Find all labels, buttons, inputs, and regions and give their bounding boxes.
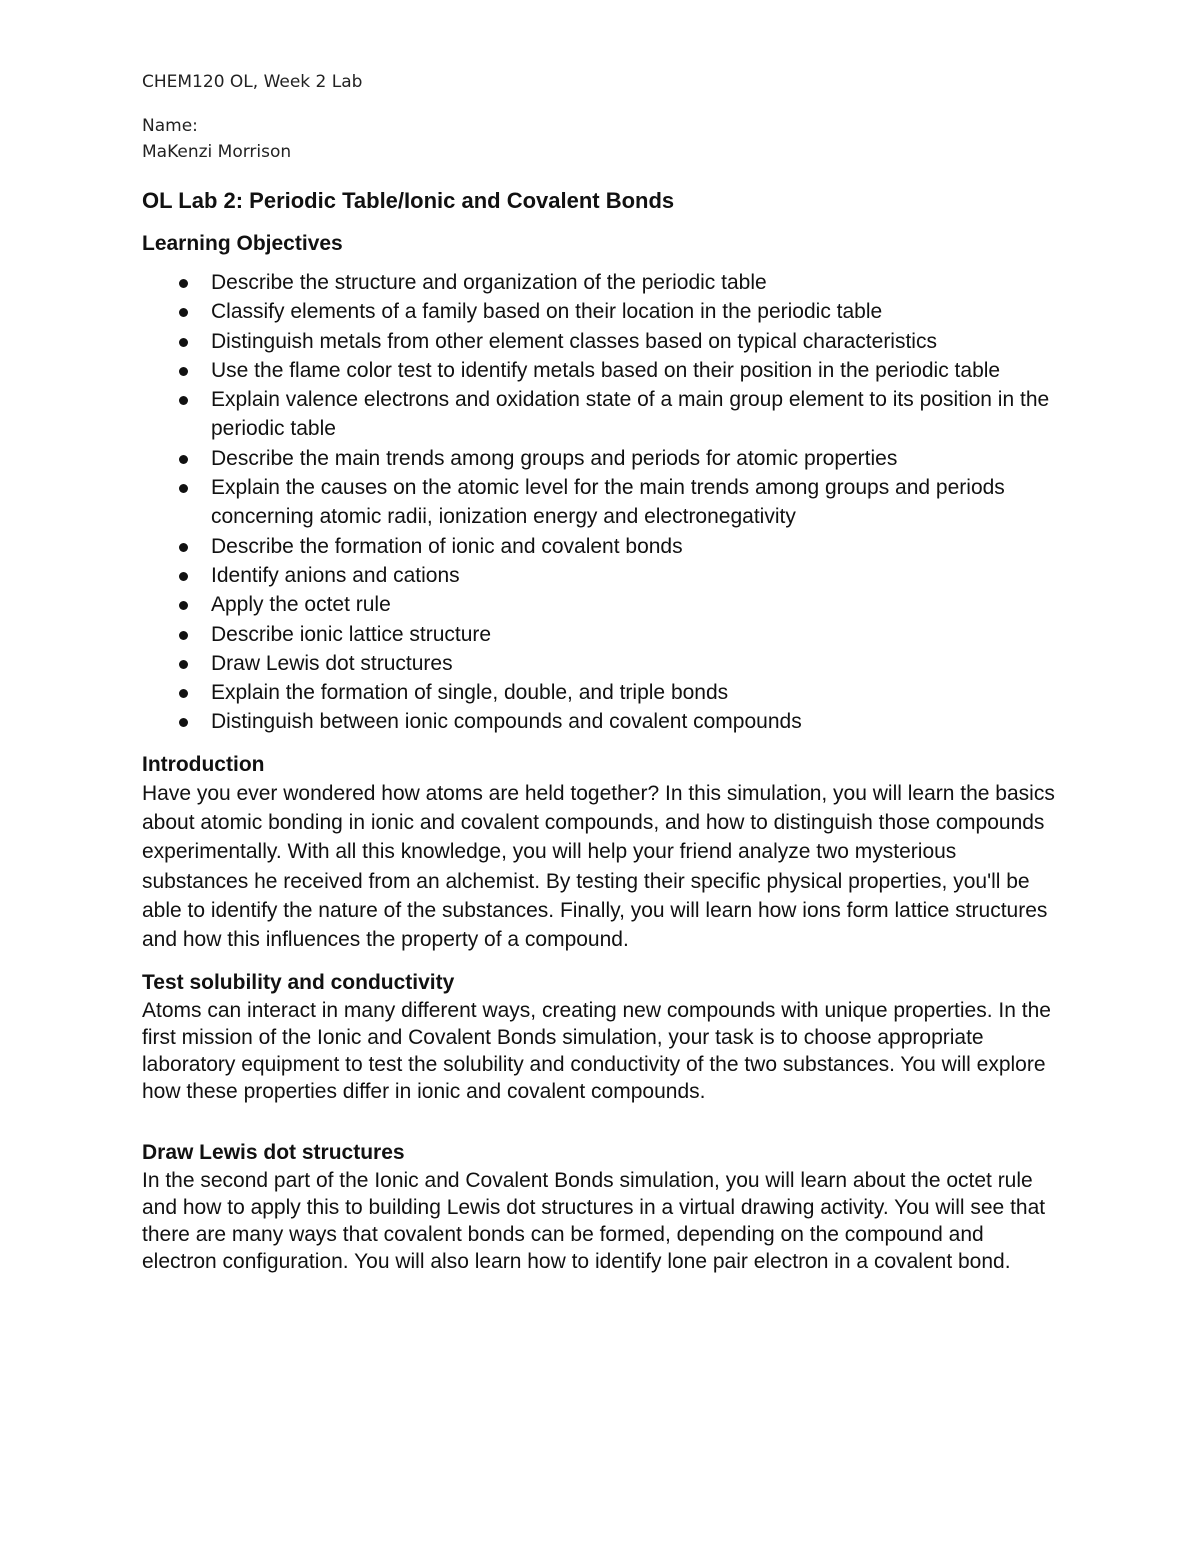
bullet-icon <box>179 367 188 376</box>
document-page <box>142 70 1062 1275</box>
list-item <box>142 473 1062 532</box>
list-item <box>142 297 1062 326</box>
list-item <box>142 590 1062 619</box>
introduction-heading: Introduction <box>142 752 265 776</box>
list-item <box>142 532 1062 561</box>
bullet-icon <box>179 689 188 698</box>
test-solubility-heading: Test solubility and conductivity <box>142 970 455 994</box>
list-item <box>142 561 1062 590</box>
bullet-icon <box>179 631 188 640</box>
test-solubility-text: Atoms can interact in many different ways, creating new compounds with unique properties. In the first mission of the Ionic and Covalent Bonds simulation, your task is to choose appropriate laboratory equipment to test the solubility and conductivity of the two substances. You will explore how these properties differ in ionic and covalent compounds. <box>142 998 1051 1103</box>
objective-text: Classify elements of a family based on their location in the periodic table <box>211 300 883 324</box>
objective-text: Describe the main trends among groups and periods for atomic properties <box>211 446 898 470</box>
bullet-icon <box>179 718 188 727</box>
bullet-icon <box>179 543 188 552</box>
document-title: OL Lab 2: Periodic Table/Ionic and Covalent Bonds <box>142 188 675 213</box>
objective-text: Distinguish metals from other element classes based on typical characteristics <box>211 329 937 353</box>
objective-text: Explain valence electrons and oxidation state of a main group element to its position in the periodic table <box>211 388 1050 441</box>
objective-text: Explain the causes on the atomic level for the main trends among groups and periods concerning atomic radii, ionization energy and electronegativity <box>211 476 1005 529</box>
list-item <box>142 385 1062 444</box>
bullet-icon <box>179 308 188 317</box>
objective-text: Distinguish between ionic compounds and covalent compounds <box>211 710 802 734</box>
objective-text: Describe the formation of ionic and covalent bonds <box>211 534 683 558</box>
student-name: MaKenzi Morrison <box>142 142 292 162</box>
bullet-icon <box>179 396 188 405</box>
bullet-icon <box>179 601 188 610</box>
bullet-icon <box>179 338 188 347</box>
lewis-heading: Draw Lewis dot structures <box>142 1140 405 1164</box>
list-item <box>142 620 1062 649</box>
objective-text: Identify anions and cations <box>211 563 460 587</box>
list-item <box>142 707 1062 736</box>
list-item <box>142 444 1062 473</box>
bullet-icon <box>179 572 188 581</box>
learning-objectives-heading: Learning Objectives <box>142 232 343 255</box>
list-item <box>142 678 1062 707</box>
lewis-text: In the second part of the Ionic and Covalent Bonds simulation, you will learn about the octet rule and how to apply this to building Lewis dot structures in a virtual drawing activity. You will see that there are many ways that covalent bonds can be formed, depending on the compound and electron configuration. You will also learn how to identify lone pair electron in a covalent bond. <box>142 1168 1046 1273</box>
introduction-text: Have you ever wondered how atoms are held together? In this simulation, you will learn the basics about atomic bonding in ionic and covalent compounds, and how to distinguish those compounds experimentally. With all this knowledge, you will help your friend analyze two mysterious substances he received from an alchemist. By testing their specific physical properties, you'll be able to identify the nature of the substances. Finally, you will learn how ions form lattice structures and how this influences the property of a compound. <box>142 781 1055 952</box>
list-item <box>142 356 1062 385</box>
bullet-icon <box>179 660 188 669</box>
objectives-list <box>142 268 1062 737</box>
list-item <box>142 327 1062 356</box>
list-item <box>142 268 1062 297</box>
bullet-icon <box>179 279 188 288</box>
list-item <box>142 649 1062 678</box>
objective-text: Use the flame color test to identify metals based on their position in the periodic table <box>211 358 1001 382</box>
course-header: CHEM120 OL, Week 2 Lab <box>142 72 363 92</box>
bullet-icon <box>179 484 188 493</box>
name-label: Name: <box>142 116 198 136</box>
objective-text: Draw Lewis dot structures <box>211 651 453 675</box>
objective-text: Describe ionic lattice structure <box>211 622 492 646</box>
objective-text: Describe the structure and organization of the periodic table <box>211 271 767 294</box>
objective-text: Apply the octet rule <box>211 593 391 617</box>
objective-text: Explain the formation of single, double, and triple bonds <box>211 681 729 705</box>
bullet-icon <box>179 455 188 464</box>
